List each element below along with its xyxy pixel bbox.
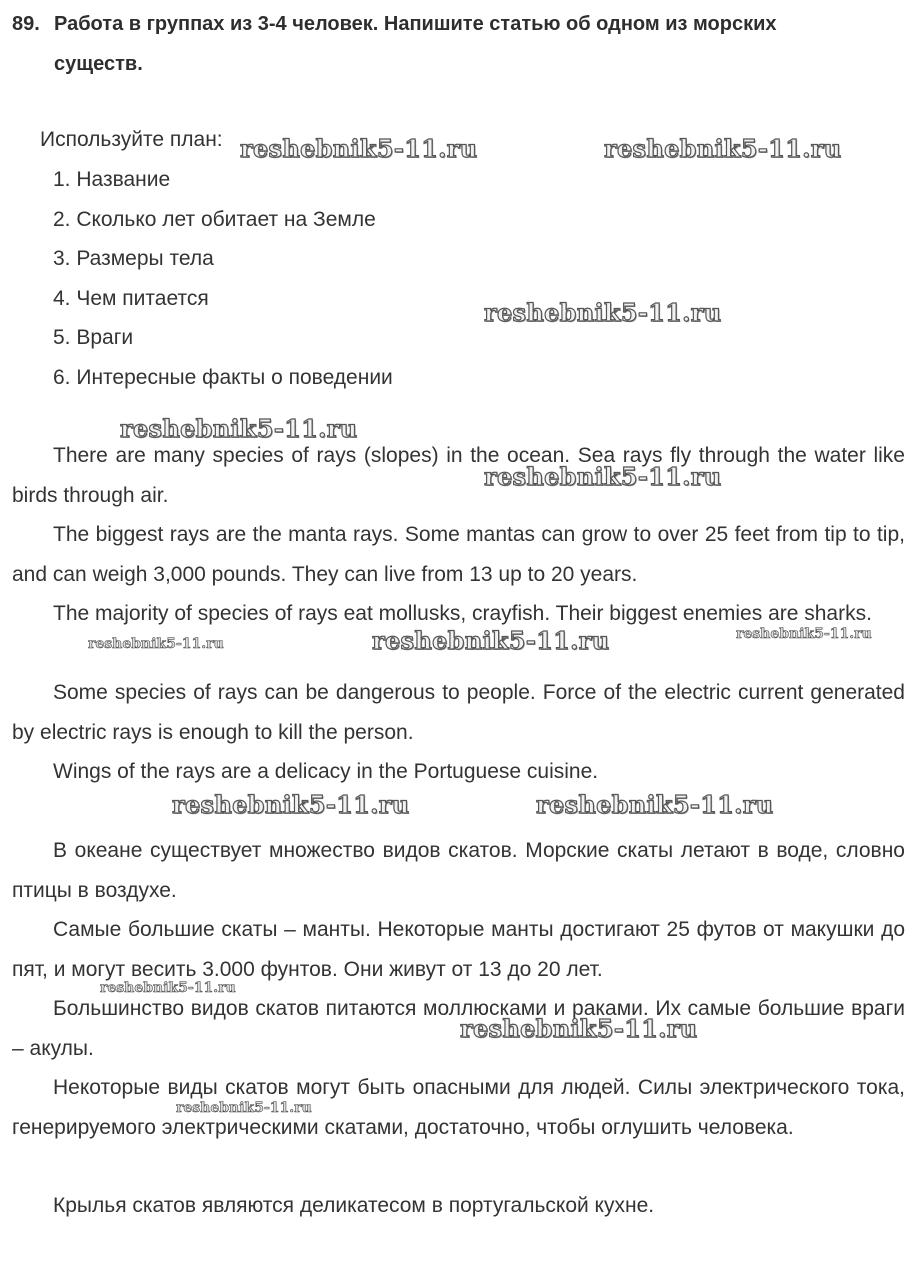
russian-paragraph: Крылья скатов являются деликатесом в португальской кухне. bbox=[53, 1194, 655, 1217]
plan-intro: Используйте план: bbox=[40, 128, 223, 151]
watermark: reshebnik5-11.ru bbox=[172, 790, 410, 819]
russian-paragraph: В океане существует множество видов скатов. Морские скаты летают в воде, словно птицы в воздухе. bbox=[12, 839, 905, 902]
english-paragraph: The majority of species of rays eat mollusks, crayfish. Their biggest enemies are sharks. bbox=[53, 602, 872, 625]
plan-item: 5. Враги bbox=[53, 326, 134, 350]
russian-paragraph: Самые большие скаты – манты. Некоторые манты достигают 25 футов от макушки до пят, и могут весить 3.000 фунтов. Они живут от 13 до 20 лет. bbox=[12, 918, 905, 981]
watermark: reshebnik5-11.ru bbox=[176, 1100, 312, 1116]
task-title-line1: Работа в группах из 3-4 человек. Напишите статью об одном из морских bbox=[54, 13, 777, 35]
english-paragraph: Wings of the rays are a delicacy in the Portuguese cuisine. bbox=[53, 760, 599, 783]
task-heading bbox=[12, 4, 907, 84]
plan-item: 1. Название bbox=[53, 168, 171, 191]
plan-item: 4. Чем питается bbox=[53, 286, 209, 310]
watermark: reshebnik5-11.ru bbox=[372, 626, 610, 655]
task-number: 89. bbox=[12, 13, 40, 35]
watermark: reshebnik5-11.ru bbox=[100, 980, 236, 996]
english-paragraph: Some species of rays can be dangerous to people. Force of the electric current generated by electric rays is enough to kill the person. bbox=[12, 681, 905, 744]
russian-paragraph: Некоторые виды скатов могут быть опасными для людей. Силы электрического тока, генерируемого электрическими скатами, достаточно, чтобы оглушить человека. bbox=[12, 1076, 905, 1139]
plan-item: 2. Сколько лет обитает на Земле bbox=[53, 207, 376, 231]
russian-paragraph: Большинство видов скатов питаются моллюсками и раками. Их самые большие враги – акулы. bbox=[12, 997, 905, 1060]
watermark: reshebnik5-11.ru bbox=[88, 636, 224, 652]
watermark: reshebnik5-11.ru bbox=[736, 626, 872, 642]
plan-list bbox=[53, 160, 393, 398]
task-title-line2: существ. bbox=[54, 53, 143, 75]
watermark: reshebnik5-11.ru bbox=[484, 298, 722, 327]
plan-item: 6. Интересные факты о поведении bbox=[53, 365, 393, 389]
watermark: reshebnik5-11.ru bbox=[120, 414, 358, 443]
watermark: reshebnik5-11.ru bbox=[240, 134, 478, 163]
plan-item: 3. Размеры тела bbox=[53, 247, 214, 271]
watermark: reshebnik5-11.ru bbox=[604, 134, 842, 163]
english-paragraph: The biggest rays are the manta rays. Some mantas can grow to over 25 feet from tip to tip, and can weigh 3,000 pounds. They can live from 13 up to 20 years. bbox=[12, 523, 905, 586]
watermark: reshebnik5-11.ru bbox=[484, 462, 722, 491]
watermark: reshebnik5-11.ru bbox=[460, 1014, 698, 1043]
watermark: reshebnik5-11.ru bbox=[536, 790, 774, 819]
english-paragraph: There are many species of rays (slopes) in the ocean. Sea rays fly through the water like birds through air. bbox=[12, 444, 905, 507]
